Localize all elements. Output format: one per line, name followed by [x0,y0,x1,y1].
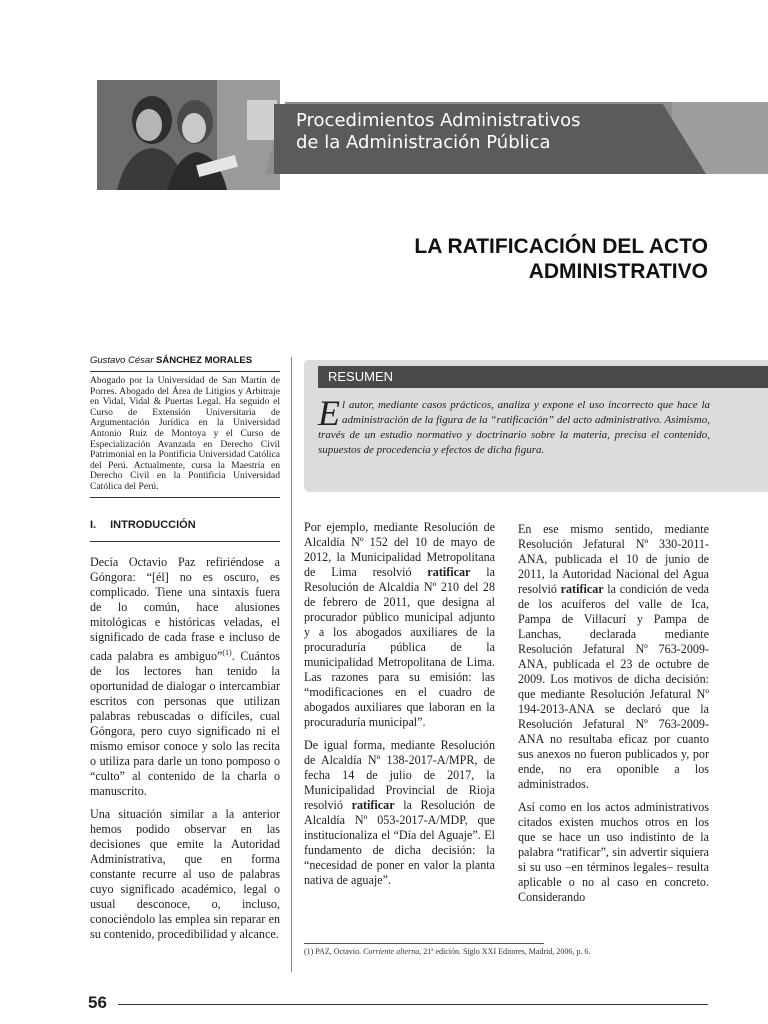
header-photo [97,80,280,190]
paragraph-text: la condición de veda de los acuíferos del valle de Ica, Pampa de Villacurí y Pampa de Lanchas, declarada mediante Resolución Jefatural Nº 763-2009-ANA, publicada el 23 de octubre de 2009. Los motivos de dicha decisión: que mediante Resolución Jefatural Nº 194-2013-ANA se declaró que la Resolución Jefatural Nº 763-2009-ANA no resultaba eficaz por cuanto sus anexos no fueron publicados y, por ende, no era oponible a los administrados. [518,582,709,791]
section-banner-title [296,110,676,154]
emphasis: ratificar [427,565,471,579]
article-title [330,234,708,284]
author-given-name: Gustavo César [90,355,154,366]
paragraph [518,522,709,792]
section-number: I. [90,519,97,531]
section-title: INTRODUCCIÓN [110,519,196,531]
paragraph [90,555,280,799]
paragraph: Así como en los actos administrativos citados existen muchos otros en los que se hace un uso indistinto de la palabra “ratificar”, sin advertir siquiera si su uso –en términos legales– resulta aplicable o no al caso en concreto. Considerando [518,800,709,904]
text-column-1 [90,555,280,950]
footnote-ref[interactable]: (1) [222,648,232,657]
paragraph: Una situación similar a la anterior hemos podido observar en las decisiones que emite la Autoridad Administrativa, que en forma constante recurre al uso de palabras cuyo significado académico, legal o usual desconoce, o, incluso, conociéndolo las emplea sin reparar en su contenido, procedibilidad y alcance. [90,807,280,942]
footer-rule [118,1004,708,1005]
emphasis: ratificar [351,798,395,812]
paragraph-text: la Resolución de Alcaldía Nº 053-2017-A/MDP, que institucionaliza el “Día del Aguaje”. El fundamento de dicha decisión: la “necesidad de poner en valor la planta nativa de aguaje”. [304,798,495,887]
abstract-body: l autor, mediante casos prácticos, analiza y expone el uso incorrecto que hace la administración de la figura de la “ratificación” del acto administrativo. Asimismo, través de un estudio normativo y doctrinario sobre la materia, precisa el contenido, supuestos de procedencia y efectos de dicha figura. [318,399,710,456]
footnote-details: , 21ª edición. Siglo XXI Editores, Madrid, 2006, p. 6. [419,947,591,956]
footnote-number: (1) [304,947,314,956]
section-rule [90,541,280,542]
emphasis: ratificar [560,582,604,596]
paragraph-text: De igual forma, mediante Resolución de Alcaldía Nº 138-2017-A/MPR, de fecha 14 de julio de 2017, la Municipalidad Provincial de Rioja resolvió [304,738,495,812]
author-bio: Abogado por la Universidad de San Martín de Porres. Abogado del Área de Litigios y Arbitraje en Vidal, Vidal & Puertas Legal. Ha seguido el Curso de Extensión Universitaria de Argumentación Jurídica en la Universidad Antonio Ruiz de Montoya y el Curso de Especialización Avanzada en Derecho Civil Patrimonial en la Pontificia Universidad Católica del Perú. Actualmente, cursa la Maestría en Derecho Civil en la Pontificia Universidad Católica del Perú. [90,375,280,492]
paragraph-text: . Cuántos de los lectores han tenido la oportunidad de dialogar o intercambiar escritos con personas que utilizan palabras rebuscadas o difíciles, cual Góngora, pero cuyo significado ni el mismo emisor conoce y solo las recita o utiliza para darle un tono pomposo o “culto” al contenido de la charla o manuscrito. [90,649,280,799]
abstract-label: RESUMEN [328,369,394,384]
author-divider [90,371,280,372]
banner-line-2: de la Administración Pública [296,132,551,153]
paragraph-text: Decía Octavio Paz refiriéndose a Góngora: “[él] no es oscuro, es complicado. Tiene una sintaxis fuera de lo común, hace alusiones mitológicas e históricas veladas, el significado de cada frase e incluso de cada palabra es ambiguo” [90,555,280,664]
footnote [304,947,724,956]
footnote-rule [304,943,544,944]
title-line-2: ADMINISTRATIVO [528,260,708,283]
footnote-work: Corriente alterna [363,947,420,956]
text-column-3 [518,522,709,913]
drop-cap: E [318,393,340,433]
author-family-name: SÁNCHEZ MORALES [156,355,253,366]
text-column-2 [304,520,495,896]
footnote-author: PAZ, Octavio. [315,947,362,956]
title-line-1: LA RATIFICACIÓN DEL ACTO [414,235,708,258]
column-divider [291,357,292,972]
banner-line-1: Procedimientos Administrativos [296,110,581,131]
bio-divider [90,497,280,498]
paragraph-text: Por ejemplo, mediante Resolución de Alcaldía Nº 152 del 10 de mayo de 2012, la Municipalidad Metropolitana de Lima resolvió [304,520,495,579]
paragraph-text: En ese mismo sentido, mediante Resolución Jefatural Nº 330-2011-ANA, publicada el 10 de junio de 2011, la Autoridad Nacional del Agua resolvió [518,522,709,596]
paragraph [304,738,495,888]
paragraph [304,520,495,730]
page-number: 56 [88,993,107,1012]
section-heading [90,519,210,531]
author-name [90,355,280,366]
paragraph-text: la Resolución de Alcaldía Nº 210 del 28 de febrero de 2011, que designa al procurador público municipal adjunto y a los abogados auxiliares de la procuraduría pública de la municipalidad Metropolitana de Lima. Las razones para su emisión: las “modificaciones en el cuadro de abogados auxiliares que laboran en la procuraduría municipal”. [304,565,495,729]
abstract-text [318,393,710,458]
